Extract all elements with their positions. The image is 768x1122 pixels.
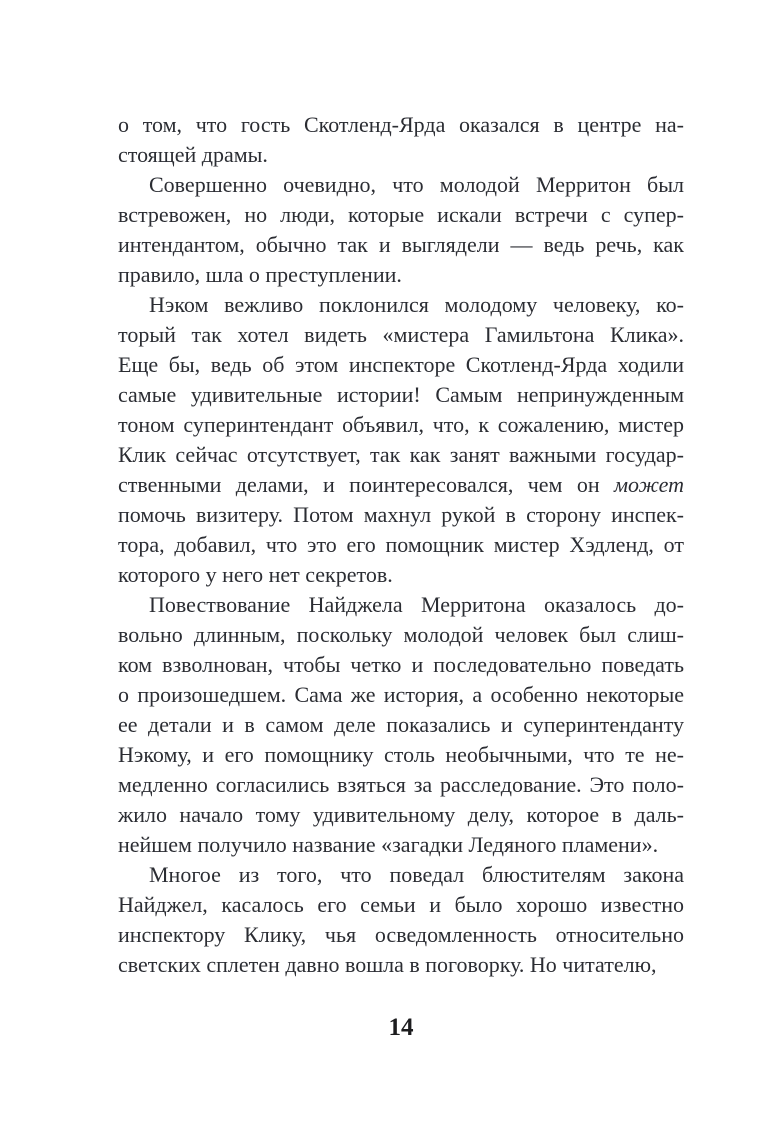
text-line xyxy=(118,710,684,740)
text-line xyxy=(118,680,684,710)
text-line xyxy=(118,920,684,950)
text-line xyxy=(118,950,684,980)
text-line xyxy=(118,350,684,380)
text-segment: ственными делами, и поинтересовался, чем он xyxy=(118,472,614,497)
text-segment: ее детали и в самом деле показались и суперинтенданту xyxy=(118,712,684,737)
text-segment: Клик сейчас отсутствует, так как занят важными государ- xyxy=(118,442,684,467)
text-segment: тоном суперинтендант объявил, что, к сожалению, мистер xyxy=(118,412,684,437)
text-line xyxy=(118,560,684,590)
text-line xyxy=(118,410,684,440)
text-segment: Совершенно очевидно, что молодой Мерритон был xyxy=(149,172,684,197)
text-segment: светских сплетен давно вошла в поговорку. Но читателю, xyxy=(118,952,657,977)
text-line xyxy=(118,620,684,650)
text-line xyxy=(118,170,684,200)
text-line xyxy=(118,890,684,920)
text-line xyxy=(118,140,684,170)
page-text-block xyxy=(118,110,684,980)
text-line xyxy=(118,230,684,260)
text-segment: помочь визитеру. Потом махнул рукой в сторону инспек- xyxy=(118,502,684,527)
text-segment: о том, что гость Скотленд-Ярда оказался в центре на- xyxy=(118,112,684,137)
text-line xyxy=(118,260,684,290)
text-segment: встревожен, но люди, которые искали встречи с супер- xyxy=(118,202,684,227)
text-segment: Нэком вежливо поклонился молодому человеку, ко- xyxy=(149,292,684,317)
text-segment: о произошедшем. Сама же история, а особенно некоторые xyxy=(118,682,684,707)
text-line xyxy=(118,110,684,140)
text-line xyxy=(118,290,684,320)
text-segment: торый так хотел видеть «мистера Гамильтона Клика». xyxy=(118,322,684,347)
text-line xyxy=(118,200,684,230)
text-line xyxy=(118,740,684,770)
text-line xyxy=(118,320,684,350)
text-segment: тора, добавил, что это его помощник мистер Хэдленд, от xyxy=(118,532,684,557)
text-segment: Повествование Найджела Мерритона оказалось до- xyxy=(149,592,684,617)
text-segment: жило начало тому удивительному делу, которое в даль- xyxy=(118,802,684,827)
text-segment: интендантом, обычно так и выглядели — ведь речь, как xyxy=(118,232,684,257)
text-line xyxy=(118,530,684,560)
text-line xyxy=(118,380,684,410)
text-line xyxy=(118,860,684,890)
text-segment: Многое из того, что поведал блюстителям закона xyxy=(149,862,684,887)
text-line xyxy=(118,590,684,620)
text-segment: инспектору Клику, чья осведомленность относительно xyxy=(118,922,684,947)
text-segment: стоящей драмы. xyxy=(118,142,268,167)
text-line xyxy=(118,650,684,680)
text-segment: вольно длинным, поскольку молодой человек был слиш- xyxy=(118,622,684,647)
text-segment: Найджел, касалось его семьи и было хорошо известно xyxy=(118,892,684,917)
text-segment: медленно согласились взяться за расследование. Это поло- xyxy=(118,772,684,797)
text-line xyxy=(118,830,684,860)
text-line xyxy=(118,440,684,470)
text-segment: Нэкому, и его помощнику столь необычными, что те не- xyxy=(118,742,684,767)
text-segment: ком взволнован, чтобы четко и последовательно поведать xyxy=(118,652,684,677)
text-segment: правило, шла о преступлении. xyxy=(118,262,402,287)
text-segment: которого у него нет секретов. xyxy=(118,562,393,587)
text-segment: нейшем получило название «загадки Ледяного пламени». xyxy=(118,832,659,857)
page-number: 14 xyxy=(388,1014,414,1041)
text-segment: самые удивительные истории! Самым непринужденным xyxy=(118,382,684,407)
text-line xyxy=(118,800,684,830)
italic-text: может xyxy=(613,472,684,497)
text-segment: Еще бы, ведь об этом инспекторе Скотленд-Ярда ходили xyxy=(118,352,684,377)
text-line xyxy=(118,770,684,800)
text-line xyxy=(118,500,684,530)
text-line xyxy=(118,470,684,500)
